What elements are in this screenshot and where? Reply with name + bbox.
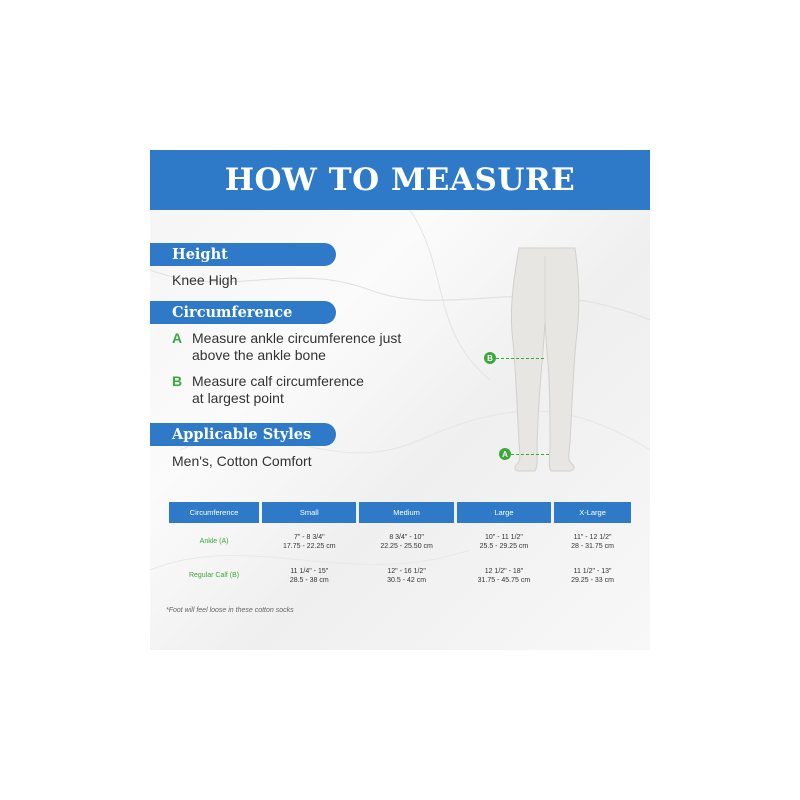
styles-heading-bar	[150, 423, 336, 446]
styles-heading: Applicable Styles	[172, 426, 312, 443]
footnote: *Foot will feel loose in these cotton socks	[166, 607, 294, 614]
table-cell	[262, 526, 356, 557]
cell-cm: 28.5 - 38 cm	[289, 576, 329, 584]
step-a	[172, 330, 401, 364]
cell-cm: 29.25 - 33 cm	[571, 576, 614, 584]
header-large: Large	[457, 502, 551, 523]
cell-inches: 11 1/2" - 13"	[573, 567, 612, 575]
table-row	[169, 560, 631, 591]
step-a-letter: A	[172, 330, 183, 346]
table-cell	[359, 526, 453, 557]
header-x-large: X-Large	[554, 502, 631, 523]
circumference-heading: Circumference	[172, 304, 293, 321]
height-heading: Height	[172, 246, 228, 263]
step-b-letter: B	[172, 373, 183, 389]
ankle-measure-line	[511, 454, 549, 455]
row-label: Ankle (A)	[199, 538, 229, 545]
marker-b: B	[484, 352, 496, 364]
measure-card	[150, 150, 650, 650]
table-header-row	[169, 502, 631, 523]
row-label: Regular Calf (B)	[188, 572, 240, 579]
step-a-line1: Measure ankle circumference just	[192, 330, 402, 346]
page-title: HOW TO MEASURE	[224, 162, 576, 198]
cell-cm: 22.25 - 25.50 cm	[380, 542, 433, 550]
step-b-line2: at largest point	[192, 390, 284, 406]
cell-cm: 31.75 - 45.75 cm	[477, 576, 531, 584]
cell-cm: 17.75 - 22.25 cm	[283, 542, 336, 550]
table-cell	[554, 526, 631, 557]
marker-a: A	[499, 448, 511, 460]
header-small: Small	[262, 502, 356, 523]
cell-cm: 30.5 - 42 cm	[387, 576, 427, 584]
step-a-text	[192, 330, 401, 364]
cell-inches: 12 1/2" - 18"	[484, 567, 524, 575]
header-circumference: Circumference	[169, 502, 259, 523]
table-cell	[262, 560, 356, 591]
table-cell	[554, 560, 631, 591]
calf-measure-line	[496, 358, 544, 359]
styles-value: Men's, Cotton Comfort	[172, 453, 312, 469]
step-b-line1: Measure calf circumference	[192, 373, 364, 389]
height-heading-bar	[150, 243, 336, 266]
cell-inches: 11 1/4" - 15"	[290, 567, 329, 575]
cell-inches: 11" - 12 1/2"	[573, 533, 612, 541]
step-a-line2: above the ankle bone	[192, 347, 326, 363]
step-b	[172, 373, 364, 407]
size-table	[166, 499, 634, 594]
step-b-text	[192, 373, 364, 407]
table-cell	[359, 560, 453, 591]
cell-inches: 12" - 16 1/2"	[387, 567, 426, 575]
circumference-heading-bar	[150, 301, 336, 324]
table-cell	[457, 560, 551, 591]
cell-inches: 7" - 8 3/4"	[293, 533, 325, 541]
cell-inches: 10" - 11 1/2"	[484, 533, 523, 541]
cell-cm: 25.5 - 29.25 cm	[479, 542, 529, 550]
table-cell	[457, 526, 551, 557]
table-row	[169, 526, 631, 557]
height-value: Knee High	[172, 272, 238, 288]
cell-cm: 28 - 31.75 cm	[571, 542, 614, 550]
header-medium: Medium	[359, 502, 453, 523]
cell-inches: 8 3/4" - 10"	[389, 533, 424, 541]
title-banner	[150, 150, 650, 210]
